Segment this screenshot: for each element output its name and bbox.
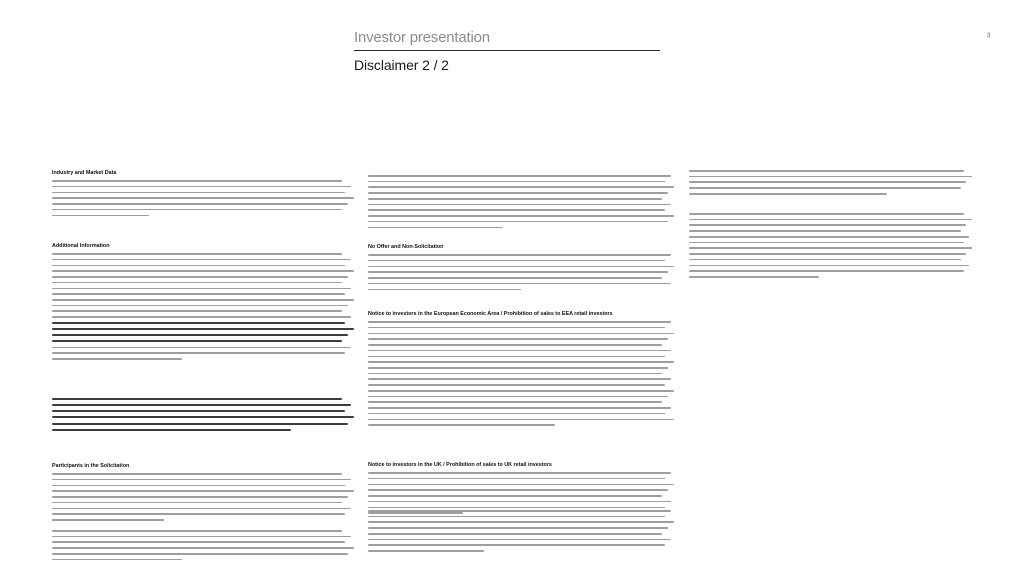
- body-text-line: [368, 266, 674, 268]
- body-text-line: [52, 513, 345, 515]
- body-text-line: [52, 536, 351, 538]
- disclaimer-section: [368, 175, 674, 228]
- body-text-line: [689, 259, 961, 261]
- disclaimer-section: [52, 463, 354, 521]
- body-text-line: [368, 413, 665, 415]
- body-text-line: [52, 347, 351, 349]
- body-text-line: [368, 198, 662, 200]
- body-text-line: [368, 495, 662, 497]
- body-text-line: [52, 530, 342, 532]
- body-text-line: [368, 507, 665, 509]
- body-text-line: [368, 327, 665, 329]
- body-text-line: [52, 547, 354, 549]
- body-text-line: [368, 373, 662, 375]
- body-text-line: [368, 321, 671, 323]
- disclaimer-section: [689, 170, 972, 195]
- body-text-line: [368, 289, 521, 291]
- body-text-line: [368, 401, 662, 403]
- body-text-line: [52, 180, 342, 182]
- body-text-line: [689, 176, 972, 178]
- body-text-line: [368, 338, 668, 340]
- body-text-line: [52, 276, 348, 278]
- body-text-line: [368, 510, 671, 512]
- body-text-line: [52, 404, 351, 406]
- section-body: [368, 472, 674, 514]
- body-text-line: [52, 496, 348, 498]
- body-text-line: [368, 350, 671, 352]
- section-body: [52, 398, 354, 431]
- body-text-line: [52, 553, 348, 555]
- body-text-line: [52, 270, 354, 272]
- body-text-line: [368, 209, 665, 211]
- section-body: [52, 180, 354, 216]
- body-text-line: [368, 186, 674, 188]
- body-text-line: [368, 175, 671, 177]
- body-text-line: [689, 170, 964, 172]
- body-text-line: [368, 277, 662, 279]
- body-text-line: [52, 559, 182, 561]
- body-text-line: [689, 181, 966, 183]
- disclaimer-section: [52, 530, 354, 560]
- disclaimer-section: [368, 244, 674, 290]
- section-body: [689, 170, 972, 195]
- body-text-line: [52, 490, 354, 492]
- disclaimer-section: [689, 213, 972, 278]
- body-text-line: [368, 384, 665, 386]
- body-text-line: [52, 288, 351, 290]
- body-text-line: [368, 533, 662, 535]
- body-text-line: [368, 478, 665, 480]
- body-text-line: [368, 539, 671, 541]
- body-text-line: [52, 479, 351, 481]
- body-text-line: [368, 260, 665, 262]
- body-text-line: [52, 310, 342, 312]
- body-text-line: [689, 247, 972, 249]
- disclaimer-section: [368, 462, 674, 514]
- body-text-line: [689, 242, 964, 244]
- body-text-line: [689, 276, 819, 278]
- body-text-line: [368, 527, 668, 529]
- body-text-line: [52, 316, 351, 318]
- disclaimer-section: [52, 170, 354, 216]
- body-text-line: [368, 215, 674, 217]
- header-rule: [354, 50, 660, 51]
- body-text-line: [368, 378, 671, 380]
- body-text-line: [368, 221, 668, 223]
- body-text-line: [52, 186, 351, 188]
- body-text-line: [52, 282, 342, 284]
- body-text-line: [52, 299, 354, 301]
- body-text-line: [368, 521, 674, 523]
- body-text-line: [52, 259, 351, 261]
- section-body: [368, 254, 674, 290]
- body-text-line: [52, 423, 348, 425]
- body-text-line: [368, 344, 662, 346]
- body-text-line: [52, 293, 345, 295]
- body-text-line: [368, 361, 674, 363]
- body-text-line: [52, 352, 345, 354]
- section-body: [689, 213, 972, 278]
- body-text-line: [52, 192, 345, 194]
- body-text-line: [52, 209, 342, 211]
- section-body: [52, 530, 354, 560]
- body-text-line: [368, 181, 665, 183]
- body-text-line: [368, 550, 484, 552]
- body-text-line: [52, 253, 342, 255]
- body-text-line: [689, 236, 969, 238]
- disclaimer-section: [52, 398, 354, 431]
- body-text-line: [52, 322, 345, 324]
- body-text-line: [52, 340, 342, 342]
- section-heading: Notice to investors in the UK / Prohibition of sales to UK retail investors: [368, 462, 552, 468]
- body-text-line: [368, 472, 671, 474]
- body-text-line: [52, 328, 354, 330]
- body-text-line: [368, 271, 668, 273]
- section-body: [368, 510, 674, 552]
- section-body: [368, 321, 674, 426]
- body-text-line: [368, 501, 671, 503]
- body-text-line: [689, 253, 966, 255]
- section-body: [52, 253, 354, 359]
- body-text-line: [368, 227, 503, 229]
- body-text-line: [52, 305, 348, 307]
- body-text-line: [368, 489, 668, 491]
- body-text-line: [52, 473, 342, 475]
- header-title: Investor presentation: [354, 29, 490, 46]
- body-text-line: [52, 203, 348, 205]
- body-text-line: [368, 333, 674, 335]
- body-text-line: [52, 215, 149, 217]
- body-text-line: [368, 544, 665, 546]
- body-text-line: [52, 541, 345, 543]
- body-text-line: [368, 407, 671, 409]
- body-text-line: [689, 193, 887, 195]
- page-number: 3: [987, 33, 991, 39]
- body-text-line: [368, 484, 674, 486]
- body-text-line: [368, 204, 671, 206]
- body-text-line: [52, 429, 291, 431]
- section-body: [52, 473, 354, 520]
- section-heading: Notice to investors in the European Economic Area / Prohibition of sales to EEA retail investors: [368, 311, 613, 317]
- section-heading: Additional Information: [52, 243, 110, 249]
- body-text-line: [368, 283, 671, 285]
- section-heading: Participants in the Solicitation: [52, 463, 130, 469]
- body-text-line: [368, 516, 665, 518]
- body-text-line: [52, 416, 354, 418]
- body-text-line: [52, 502, 342, 504]
- body-text-line: [689, 213, 964, 215]
- body-text-line: [689, 187, 961, 189]
- body-text-line: [52, 519, 164, 521]
- body-text-line: [689, 224, 966, 226]
- body-text-line: [52, 334, 348, 336]
- body-text-line: [368, 192, 668, 194]
- body-text-line: [52, 485, 345, 487]
- disclaimer-section: [52, 243, 354, 360]
- disclaimer-section: [368, 311, 674, 426]
- body-text-line: [689, 230, 961, 232]
- section-heading: No Offer and Non-Solicitation: [368, 244, 444, 250]
- body-text-line: [368, 254, 671, 256]
- body-text-line: [689, 270, 964, 272]
- body-text-line: [368, 367, 668, 369]
- body-text-line: [52, 265, 345, 267]
- body-text-line: [368, 390, 674, 392]
- body-text-line: [689, 219, 972, 221]
- body-text-line: [52, 398, 342, 400]
- page-title: Disclaimer 2 / 2: [354, 57, 449, 73]
- body-text-line: [52, 197, 354, 199]
- section-body: [368, 175, 674, 228]
- body-text-line: [368, 424, 555, 426]
- section-heading: Industry and Market Data: [52, 170, 117, 176]
- body-text-line: [368, 356, 665, 358]
- body-text-line: [368, 419, 674, 421]
- body-text-line: [52, 358, 182, 360]
- body-text-line: [368, 396, 668, 398]
- disclaimer-section: [368, 510, 674, 552]
- body-text-line: [52, 410, 345, 412]
- body-text-line: [52, 508, 351, 510]
- body-text-line: [689, 265, 969, 267]
